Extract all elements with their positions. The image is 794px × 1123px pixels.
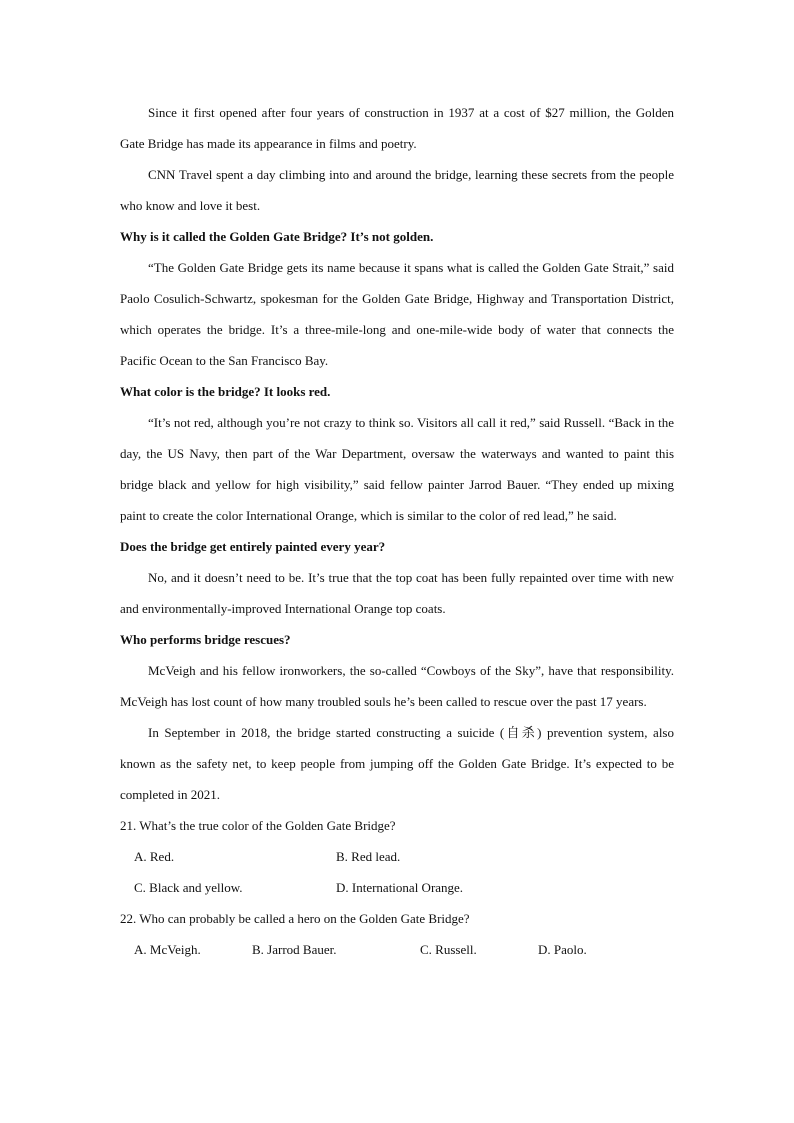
document-page	[120, 97, 674, 965]
section-heading-color: What color is the bridge? It looks red.	[120, 384, 331, 399]
question-21-options-row-2	[120, 872, 674, 903]
section-heading-rescues: Who performs bridge rescues?	[120, 632, 291, 647]
question-21-option-d[interactable]: D. International Orange.	[336, 880, 464, 895]
question-21-stem: 21. What’s the true color of the Golden Gate Bridge?	[120, 818, 396, 833]
question-21-option-c[interactable]: C. Black and yellow.	[134, 880, 243, 895]
article-paragraph-4: “It’s not red, although you’re not crazy to think so. Visitors all call it red,” said Russell. “Back in the day, the US Navy, then part of the War Department, oversaw the waterways and wanted to paint this bridge black and yellow for high visibility,” said fellow painter Jarrod Bauer. “They ended up mixing paint to create the color International Orange, which is similar to the color of red lead,” he said.	[120, 415, 674, 523]
section-heading-painting: Does the bridge get entirely painted every year?	[120, 539, 386, 554]
article-paragraph-2: CNN Travel spent a day climbing into and around the bridge, learning these secrets from the people who know and love it best.	[120, 167, 674, 213]
section-heading-name: Why is it called the Golden Gate Bridge? It’s not golden.	[120, 229, 434, 244]
article-paragraph-1: Since it first opened after four years of construction in 1937 at a cost of $27 million, the Golden Gate Bridge has made its appearance in films and poetry.	[120, 105, 674, 151]
article-paragraph-5: No, and it doesn’t need to be. It’s true that the top coat has been fully repainted over time with new and environmentally-improved International Orange top coats.	[120, 570, 674, 616]
article-paragraph-3: “The Golden Gate Bridge gets its name because it spans what is called the Golden Gate Strait,” said Paolo Cosulich-Schwartz, spokesman for the Golden Gate Bridge, Highway and Transportation District, which operates the bridge. It’s a three-mile-long and one-mile-wide body of water that connects the Pacific Ocean to the San Francisco Bay.	[120, 260, 674, 368]
question-22-options-row	[120, 934, 674, 965]
question-22-option-a[interactable]: A. McVeigh.	[134, 942, 201, 957]
article-paragraph-6: McVeigh and his fellow ironworkers, the so-called “Cowboys of the Sky”, have that responsibility. McVeigh has lost count of how many troubled souls he’s been called to rescue over the past 17 years.	[120, 663, 674, 709]
question-22-option-d[interactable]: D. Paolo.	[538, 942, 587, 957]
question-21-option-a[interactable]: A. Red.	[134, 849, 175, 864]
article-paragraph-7: In September in 2018, the bridge started constructing a suicide (自杀) prevention system, also known as the safety net, to keep people from jumping off the Golden Gate Bridge. It’s expected to be completed in 2021.	[120, 725, 674, 802]
question-22-stem: 22. Who can probably be called a hero on the Golden Gate Bridge?	[120, 911, 470, 926]
question-21-options-row-1	[120, 841, 674, 872]
question-21-option-b[interactable]: B. Red lead.	[336, 849, 401, 864]
question-22-option-c[interactable]: C. Russell.	[420, 942, 477, 957]
question-22-option-b[interactable]: B. Jarrod Bauer.	[252, 942, 337, 957]
